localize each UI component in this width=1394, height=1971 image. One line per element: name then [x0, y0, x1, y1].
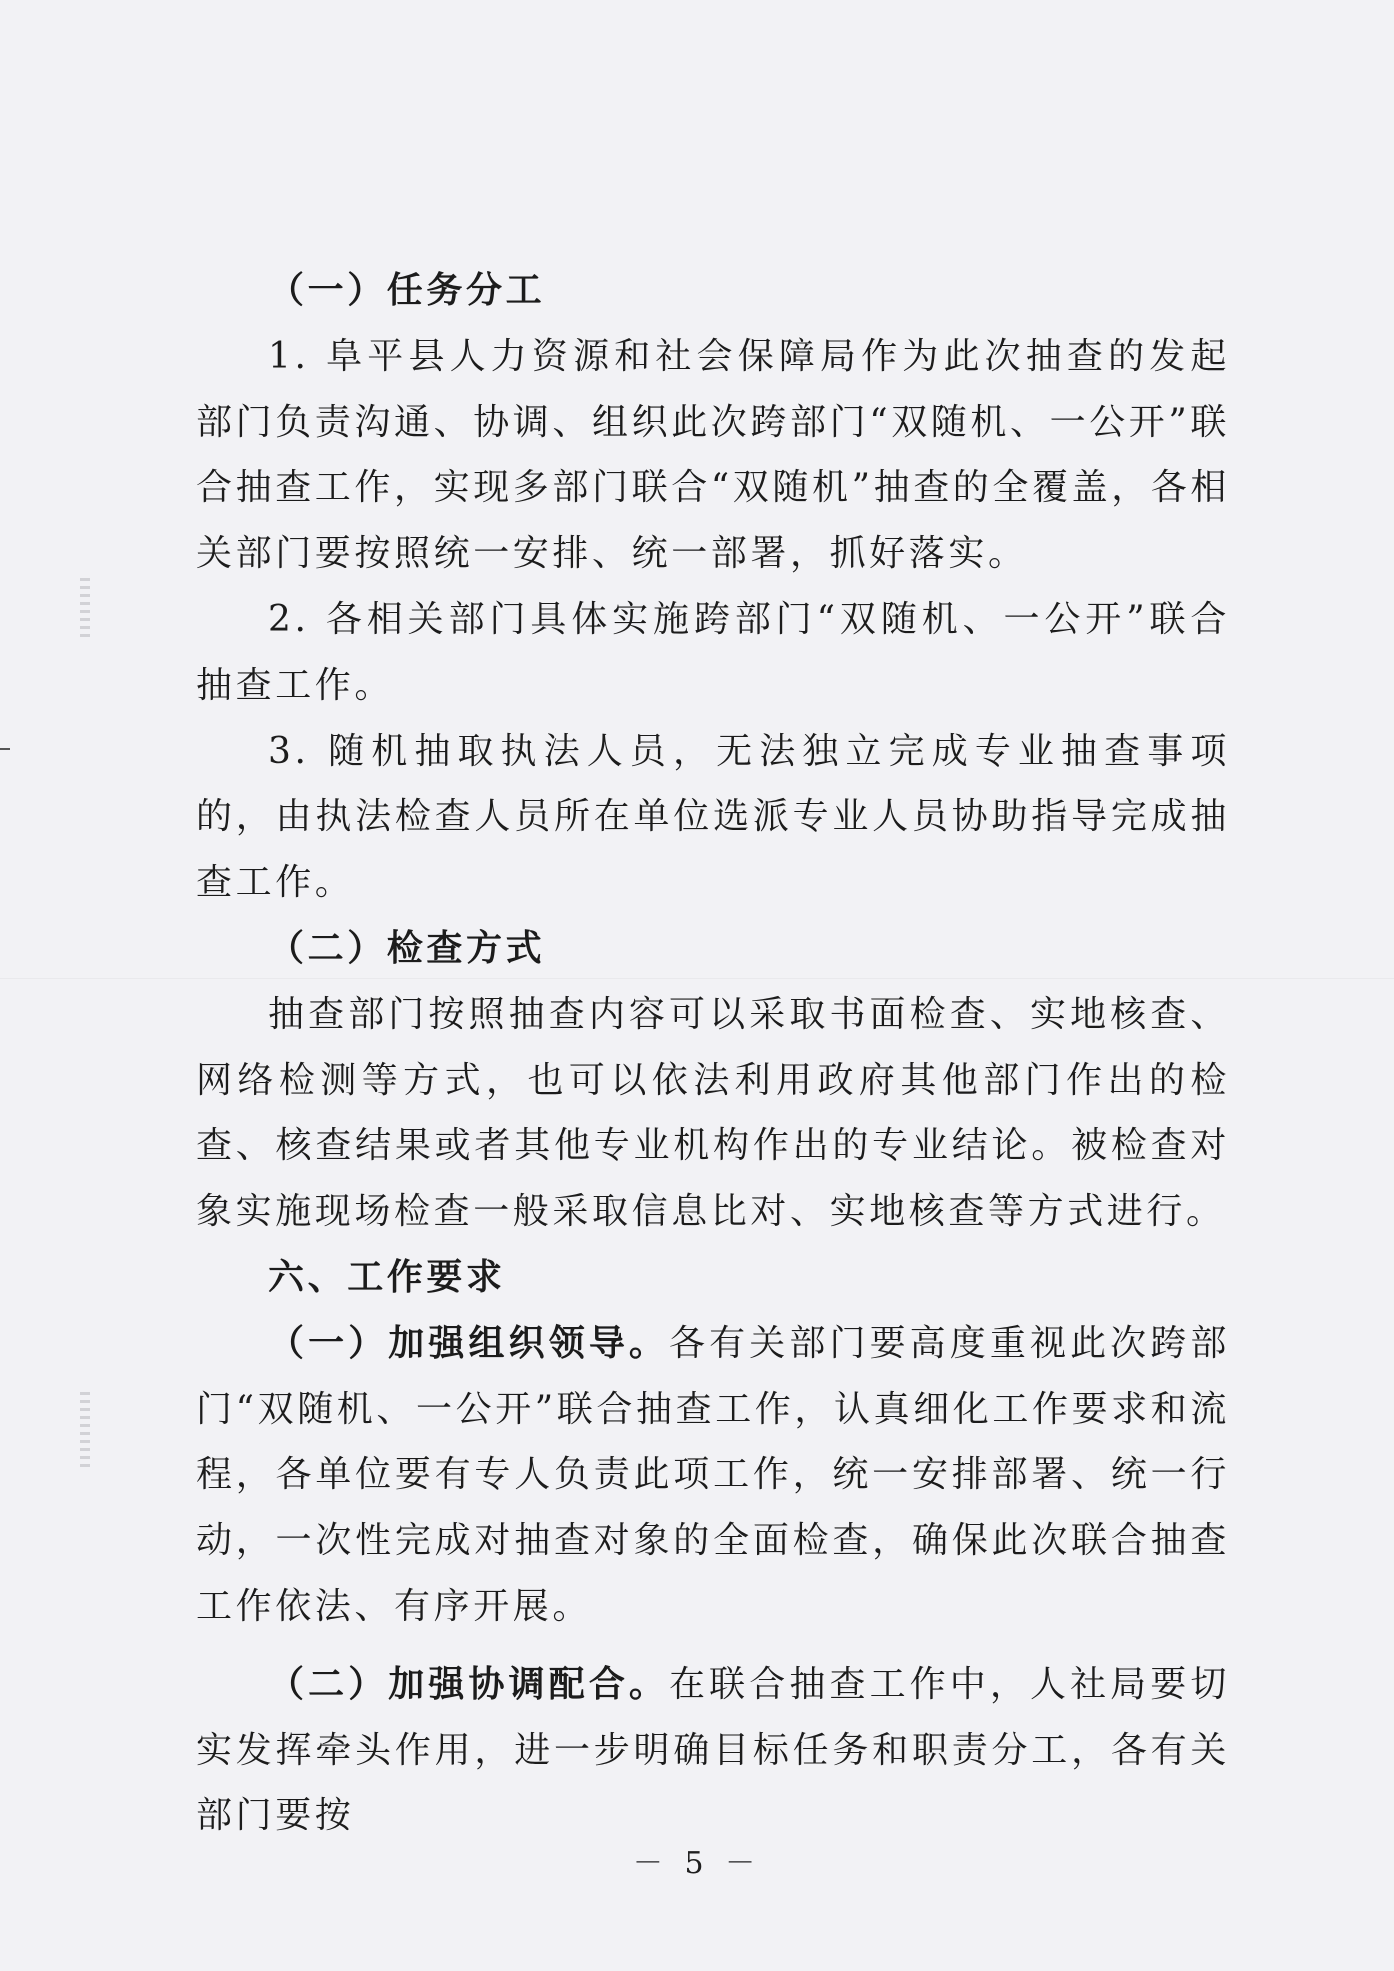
requirement-paragraph	[196, 1652, 1230, 1849]
body-paragraph: 1. 阜平县人力资源和社会保障局作为此次抽查的发起部门负责沟通、协调、组织此次跨部门“双随机、一公开”联合抽查工作，实现多部门联合“双随机”抽查的全覆盖，各相关部门要按照统一安排、统一部署，抓好落实。	[196, 335, 1231, 575]
requirement-text: 在联合抽查工作中，人社局要切实发挥牵头作用，进一步明确目标任务和职责分工，各有关部门要按	[196, 1663, 1230, 1837]
body-paragraph: 3. 随机抽取执法人员，无法独立完成专业抽查事项的，由执法检查人员所在单位选派专业人员协助指导完成抽查工作。	[196, 730, 1230, 904]
margin-tick	[0, 748, 10, 750]
body-paragraph: 抽查部门按照抽查内容可以采取书面检查、实地核查、网络检测等方式，也可以依法利用政府其他部门作出的检查、核查结果或者其他专业机构作出的专业结论。被检查对象实施现场检查一般采取信息比对、实地核查等方式进行。	[196, 993, 1230, 1233]
requirement-paragraph	[196, 1311, 1230, 1640]
section-heading-work-requirements: 六、工作要求	[268, 1256, 506, 1298]
page-number: － 5 －	[632, 1846, 762, 1881]
binding-hole-mark	[80, 1392, 90, 1472]
document-body	[196, 258, 1230, 1849]
requirement-text: 各有关部门要高度重视此次跨部门“双随机、一公开”联合抽查工作，认真细化工作要求和流程，各单位要有专人负责此项工作，统一安排部署、统一行动，一次性完成对抽查对象的全面检查，确保此次联合抽查工作依法、有序开展。	[196, 1322, 1231, 1627]
binding-hole-mark	[80, 578, 90, 638]
requirement-lead: （二）加强协调配合。	[268, 1663, 670, 1705]
body-paragraph: 2. 各相关部门具体实施跨部门“双随机、一公开”联合抽查工作。	[196, 598, 1230, 706]
section-heading-task-division: （一）任务分工	[268, 270, 546, 311]
section-heading-inspection-method: （二）检查方式	[268, 927, 546, 969]
requirement-lead: （一）加强组织领导。	[268, 1322, 670, 1364]
